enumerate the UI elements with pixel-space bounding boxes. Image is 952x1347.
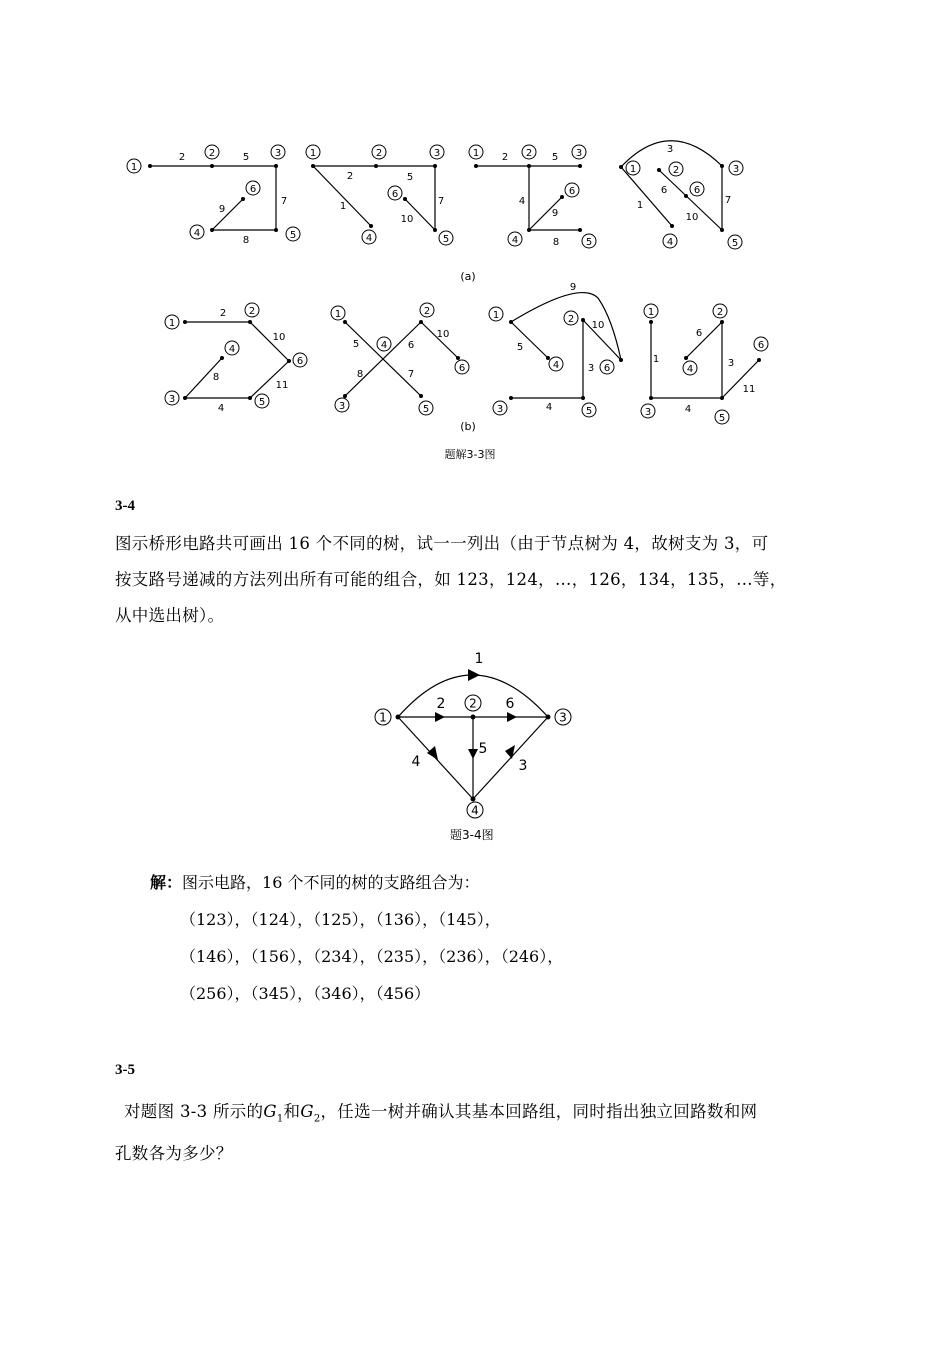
svg-text:3: 3 <box>496 404 504 415</box>
svg-text:8: 8 <box>552 237 560 248</box>
svg-text:2: 2 <box>672 165 680 176</box>
figure-caption-3-3: 题解3-3图 <box>444 448 496 461</box>
svg-text:1: 1 <box>339 201 347 212</box>
heading-3-5: 3-5 <box>115 1062 135 1078</box>
svg-text:5: 5 <box>289 230 297 241</box>
svg-text:3: 3 <box>666 144 674 155</box>
svg-text:5: 5 <box>352 339 360 350</box>
svg-text:11: 11 <box>742 384 756 395</box>
svg-text:2: 2 <box>178 152 186 163</box>
svg-text:2: 2 <box>501 152 509 163</box>
svg-text:4: 4 <box>193 228 201 239</box>
svg-text:5: 5 <box>718 413 726 424</box>
svg-text:3: 3 <box>732 164 740 175</box>
svg-text:1: 1 <box>636 200 644 211</box>
svg-text:5: 5 <box>551 152 559 163</box>
figure-caption-3-4: 题3-4图 <box>450 828 494 842</box>
svg-text:6: 6 <box>757 340 765 351</box>
svg-text:2: 2 <box>219 308 227 319</box>
solution-label: 解： <box>150 873 183 892</box>
tree-b4 <box>641 304 768 424</box>
svg-text:6: 6 <box>407 340 415 351</box>
svg-text:7: 7 <box>724 195 732 206</box>
figure-3-4-bridge <box>360 645 590 850</box>
svg-text:2: 2 <box>567 314 575 325</box>
svg-text:1: 1 <box>379 710 387 725</box>
solution-line <box>150 864 479 901</box>
problem-3-5-line2: 孔数各为多少？ <box>115 1144 233 1163</box>
svg-text:5: 5 <box>478 741 488 757</box>
text-line: 按支路号递减的方法列出所有可能的组合，如 123，124，…，126，134，135，…等， <box>115 570 787 589</box>
svg-text:3: 3 <box>433 148 441 159</box>
svg-text:6: 6 <box>603 363 611 374</box>
svg-text:4: 4 <box>552 360 560 371</box>
svg-text:6: 6 <box>296 356 304 367</box>
combinations <box>180 901 563 1012</box>
svg-text:6: 6 <box>249 184 257 195</box>
svg-text:6: 6 <box>568 186 576 197</box>
tree-a2 <box>306 145 453 245</box>
svg-text:5: 5 <box>731 238 739 249</box>
svg-text:6: 6 <box>693 185 701 196</box>
svg-text:3: 3 <box>168 394 176 405</box>
svg-text:4: 4 <box>684 404 692 415</box>
svg-text:1: 1 <box>334 309 342 320</box>
svg-text:1: 1 <box>472 148 480 159</box>
svg-text:4: 4 <box>365 233 373 244</box>
svg-text:5: 5 <box>585 237 593 248</box>
svg-text:7: 7 <box>280 196 288 207</box>
svg-text:5: 5 <box>242 152 250 163</box>
heading-3-4: 3-4 <box>115 498 135 514</box>
svg-text:3: 3 <box>644 407 652 418</box>
text-run: 对题图 3-3 所示的 <box>124 1102 264 1121</box>
svg-text:8: 8 <box>356 369 364 380</box>
svg-text:1: 1 <box>492 310 500 321</box>
figure-3-3 <box>0 0 952 470</box>
svg-text:1: 1 <box>168 318 176 329</box>
tree-b3 <box>489 282 623 417</box>
solution-text: 图示电路，16 个不同的树的支路组合为： <box>182 873 480 892</box>
svg-text:1: 1 <box>652 354 660 365</box>
svg-text:10: 10 <box>591 320 605 331</box>
svg-text:6: 6 <box>458 363 466 374</box>
g2-symbol <box>300 1102 321 1125</box>
svg-text:4: 4 <box>471 803 479 818</box>
combo-line: （256），（345），（346），（456） <box>180 984 431 1003</box>
svg-text:2: 2 <box>248 306 256 317</box>
svg-text:8: 8 <box>242 235 250 246</box>
problem-3-4-text <box>115 526 855 634</box>
g1-letter: G <box>263 1102 277 1121</box>
svg-text:4: 4 <box>686 364 694 375</box>
svg-text:3: 3 <box>518 758 528 774</box>
svg-text:4: 4 <box>228 344 236 355</box>
svg-text:9: 9 <box>569 282 577 293</box>
svg-text:3: 3 <box>575 148 583 159</box>
text-line: 图示桥形电路共可画出 16 个不同的树，试一一列出（由于节点树为 4，故树支为 3，可 <box>115 534 769 553</box>
svg-text:1: 1 <box>309 148 317 159</box>
tree-a4 <box>619 141 743 249</box>
svg-text:5: 5 <box>516 342 524 353</box>
svg-text:6: 6 <box>505 696 515 712</box>
svg-text:2: 2 <box>375 148 383 159</box>
svg-text:3: 3 <box>274 148 282 159</box>
caption-a: (a) <box>460 270 476 283</box>
svg-text:1: 1 <box>130 162 138 173</box>
svg-text:6: 6 <box>391 189 399 200</box>
svg-text:9: 9 <box>551 208 559 219</box>
svg-text:4: 4 <box>411 754 421 770</box>
tree-b2 <box>331 303 469 415</box>
svg-text:2: 2 <box>716 307 724 318</box>
svg-text:4: 4 <box>518 196 526 207</box>
g2-letter: G <box>300 1102 314 1121</box>
svg-text:1: 1 <box>629 164 637 175</box>
svg-text:10: 10 <box>272 332 286 343</box>
svg-text:4: 4 <box>545 402 553 413</box>
svg-text:3: 3 <box>559 710 567 725</box>
svg-text:6: 6 <box>695 328 703 339</box>
svg-text:3: 3 <box>338 401 346 412</box>
svg-text:10: 10 <box>400 214 414 225</box>
svg-text:5: 5 <box>422 404 430 415</box>
caption-b: (b) <box>460 420 476 433</box>
text-run: ，任选一树并确认其基本回路组，同时指出独立回路数和网 <box>320 1102 758 1121</box>
svg-text:5: 5 <box>442 234 450 245</box>
g1-subscript: 1 <box>276 1113 284 1125</box>
g2-subscript: 2 <box>313 1113 321 1125</box>
svg-text:1: 1 <box>474 651 484 667</box>
tree-a3 <box>469 145 596 248</box>
svg-text:7: 7 <box>407 369 415 380</box>
svg-text:5: 5 <box>585 406 593 417</box>
svg-text:2: 2 <box>436 696 446 712</box>
svg-text:10: 10 <box>685 212 699 223</box>
svg-text:9: 9 <box>218 204 226 215</box>
svg-text:1: 1 <box>647 307 655 318</box>
svg-text:2: 2 <box>208 148 216 159</box>
svg-text:7: 7 <box>437 196 445 207</box>
svg-text:10: 10 <box>436 329 450 340</box>
svg-text:4: 4 <box>666 237 674 248</box>
text-line: 从中选出树）。 <box>115 606 225 625</box>
svg-text:4: 4 <box>380 340 388 351</box>
problem-3-5-line1 <box>124 1094 757 1137</box>
svg-text:5: 5 <box>258 397 266 408</box>
svg-text:4: 4 <box>511 235 519 246</box>
svg-text:6: 6 <box>660 185 668 196</box>
tree-b1 <box>165 303 307 414</box>
svg-text:2: 2 <box>525 148 533 159</box>
svg-text:3: 3 <box>587 363 595 374</box>
svg-text:4: 4 <box>217 403 225 414</box>
combo-line: （123），（124），（125），（136），（145）， <box>180 910 501 929</box>
svg-text:2: 2 <box>469 696 477 711</box>
text-run: 和 <box>283 1102 301 1121</box>
svg-text:11: 11 <box>275 380 289 391</box>
svg-text:2: 2 <box>346 171 354 182</box>
svg-text:5: 5 <box>406 172 414 183</box>
svg-text:8: 8 <box>212 372 220 383</box>
combo-line: （146），（156），（234），（235），（236），（246）， <box>180 947 564 966</box>
tree-a1 <box>127 145 300 246</box>
svg-text:2: 2 <box>423 306 431 317</box>
g1-symbol <box>263 1102 284 1125</box>
svg-text:3: 3 <box>727 358 735 369</box>
